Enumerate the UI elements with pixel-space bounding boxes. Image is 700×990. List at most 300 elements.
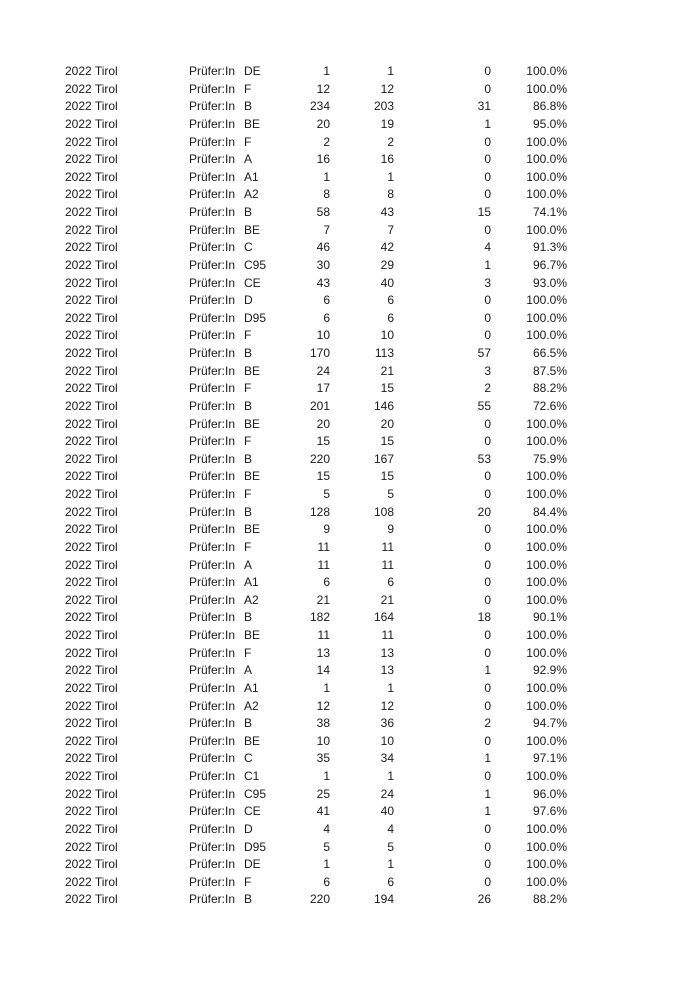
cell-license-class: F — [244, 328, 252, 343]
cell-failed: 15 — [477, 205, 491, 219]
cell-pass-rate: 88.2% — [532, 381, 567, 396]
table-row — [0, 416, 700, 434]
cell-failed: 0 — [484, 857, 491, 872]
cell-total: 41 — [316, 804, 330, 819]
cell-pass-rate: 100.0% — [526, 592, 567, 607]
cell-year-region: 2022 Tirol — [65, 804, 118, 819]
cell-license-class: F — [244, 81, 252, 96]
cell-license-class: BE — [244, 416, 261, 431]
cell-passed: 10 — [380, 328, 394, 343]
cell-license-class: B — [244, 205, 253, 219]
table-row — [0, 821, 700, 839]
cell-year-region: 2022 Tirol — [65, 293, 118, 308]
cell-pass-rate: 100.0% — [526, 134, 567, 149]
cell-year-region: 2022 Tirol — [65, 487, 118, 501]
cell-total: 25 — [316, 786, 330, 801]
cell-examiner: Prüfer:In — [189, 698, 236, 713]
cell-license-class: BE — [244, 522, 261, 537]
cell-passed: 1 — [387, 857, 394, 872]
cell-license-class: F — [244, 381, 252, 396]
cell-failed: 1 — [484, 804, 491, 819]
cell-total: 35 — [316, 751, 330, 766]
table-row — [0, 204, 700, 222]
cell-year-region: 2022 Tirol — [65, 769, 118, 783]
cell-examiner: Prüfer:In — [189, 99, 236, 114]
cell-failed: 53 — [477, 451, 491, 466]
cell-failed: 3 — [484, 363, 491, 378]
table-row — [0, 116, 700, 134]
cell-examiner: Prüfer:In — [189, 487, 236, 501]
cell-failed: 0 — [484, 522, 491, 537]
cell-examiner: Prüfer:In — [189, 275, 236, 290]
cell-examiner: Prüfer:In — [189, 222, 236, 237]
cell-failed: 0 — [484, 64, 491, 78]
cell-passed: 1 — [387, 169, 394, 184]
cell-failed: 3 — [484, 275, 491, 290]
table-row — [0, 698, 700, 716]
table-row — [0, 169, 700, 187]
table-row — [0, 186, 700, 204]
cell-examiner: Prüfer:In — [189, 786, 236, 801]
table-row — [0, 592, 700, 610]
cell-year-region: 2022 Tirol — [65, 240, 118, 255]
cell-passed: 13 — [380, 663, 394, 678]
table-row — [0, 715, 700, 733]
cell-pass-rate: 100.0% — [526, 522, 567, 537]
cell-failed: 0 — [484, 645, 491, 660]
cell-pass-rate: 100.0% — [526, 293, 567, 308]
cell-year-region: 2022 Tirol — [65, 892, 118, 907]
cell-license-class: C95 — [244, 786, 267, 801]
cell-license-class: A — [244, 557, 253, 572]
cell-passed: 1 — [387, 64, 394, 78]
table-row — [0, 134, 700, 152]
cell-failed: 57 — [477, 346, 491, 360]
table-row — [0, 151, 700, 169]
table-row — [0, 345, 700, 363]
cell-examiner: Prüfer:In — [189, 363, 236, 378]
cell-failed: 2 — [484, 716, 491, 731]
cell-pass-rate: 100.0% — [526, 874, 567, 889]
cell-failed: 0 — [484, 821, 491, 836]
cell-total: 10 — [316, 733, 330, 748]
cell-examiner: Prüfer:In — [189, 522, 236, 537]
table-row — [0, 768, 700, 786]
cell-examiner: Prüfer:In — [189, 310, 236, 325]
cell-license-class: D95 — [244, 310, 267, 325]
cell-passed: 6 — [387, 310, 394, 325]
cell-examiner: Prüfer:In — [189, 398, 236, 413]
cell-year-region: 2022 Tirol — [65, 751, 118, 766]
cell-examiner: Prüfer:In — [189, 716, 236, 731]
cell-passed: 21 — [380, 592, 394, 607]
cell-total: 11 — [317, 628, 330, 642]
cell-year-region: 2022 Tirol — [65, 839, 118, 854]
cell-failed: 0 — [484, 328, 491, 343]
table-row — [0, 750, 700, 768]
cell-failed: 2 — [484, 381, 491, 396]
cell-examiner: Prüfer:In — [189, 64, 236, 78]
cell-license-class: BE — [244, 733, 261, 748]
cell-year-region: 2022 Tirol — [65, 116, 118, 131]
cell-year-region: 2022 Tirol — [65, 434, 118, 449]
table-row — [0, 63, 700, 81]
table-row — [0, 521, 700, 539]
cell-passed: 6 — [387, 293, 394, 308]
cell-pass-rate: 100.0% — [526, 469, 567, 484]
cell-examiner: Prüfer:In — [189, 152, 236, 167]
cell-license-class: F — [244, 539, 252, 554]
cell-license-class: B — [244, 99, 253, 114]
cell-pass-rate: 100.0% — [526, 839, 567, 854]
cell-pass-rate: 100.0% — [526, 857, 567, 872]
cell-license-class: DE — [244, 64, 261, 78]
cell-year-region: 2022 Tirol — [65, 716, 118, 731]
cell-license-class: A2 — [244, 187, 259, 202]
cell-total: 4 — [323, 821, 330, 836]
cell-pass-rate: 95.0% — [532, 116, 567, 131]
cell-total: 24 — [316, 363, 330, 378]
cell-license-class: C — [244, 751, 253, 766]
table-row — [0, 292, 700, 310]
table-row — [0, 574, 700, 592]
cell-license-class: F — [244, 434, 252, 449]
table-row — [0, 98, 700, 116]
cell-passed: 21 — [380, 363, 394, 378]
cell-year-region: 2022 Tirol — [65, 81, 118, 96]
cell-failed: 0 — [484, 539, 491, 554]
cell-examiner: Prüfer:In — [189, 134, 236, 149]
cell-total: 220 — [309, 451, 330, 466]
cell-passed: 164 — [373, 610, 394, 625]
cell-failed: 18 — [477, 610, 491, 625]
cell-examiner: Prüfer:In — [189, 169, 236, 184]
cell-pass-rate: 72.6% — [532, 398, 567, 413]
cell-examiner: Prüfer:In — [189, 116, 236, 131]
cell-examiner: Prüfer:In — [189, 874, 236, 889]
cell-pass-rate: 100.0% — [526, 821, 567, 836]
cell-failed: 0 — [484, 575, 491, 590]
cell-examiner: Prüfer:In — [189, 592, 236, 607]
cell-year-region: 2022 Tirol — [65, 786, 118, 801]
cell-total: 201 — [309, 398, 330, 413]
table-row — [0, 609, 700, 627]
cell-examiner: Prüfer:In — [189, 293, 236, 308]
cell-license-class: D95 — [244, 839, 267, 854]
cell-pass-rate: 100.0% — [526, 434, 567, 449]
cell-examiner: Prüfer:In — [189, 187, 236, 202]
cell-examiner: Prüfer:In — [189, 733, 236, 748]
cell-year-region: 2022 Tirol — [65, 205, 118, 219]
table-row — [0, 539, 700, 557]
cell-pass-rate: 100.0% — [526, 310, 567, 325]
cell-year-region: 2022 Tirol — [65, 663, 118, 678]
cell-total: 12 — [316, 698, 330, 713]
cell-examiner: Prüfer:In — [189, 346, 236, 360]
cell-passed: 2 — [387, 134, 394, 149]
cell-total: 38 — [316, 716, 330, 731]
cell-failed: 0 — [484, 469, 491, 484]
table-row — [0, 468, 700, 486]
cell-failed: 0 — [484, 310, 491, 325]
cell-pass-rate: 100.0% — [526, 733, 567, 748]
cell-examiner: Prüfer:In — [189, 839, 236, 854]
cell-failed: 0 — [484, 628, 491, 642]
cell-passed: 12 — [380, 698, 394, 713]
cell-passed: 36 — [380, 716, 394, 731]
table-row — [0, 81, 700, 99]
cell-pass-rate: 100.0% — [526, 539, 567, 554]
table-row — [0, 363, 700, 381]
cell-pass-rate: 92.9% — [532, 663, 567, 678]
cell-license-class: F — [244, 874, 252, 889]
cell-pass-rate: 100.0% — [526, 416, 567, 431]
cell-total: 46 — [316, 240, 330, 255]
spreadsheet-table — [0, 63, 700, 909]
cell-failed: 0 — [484, 557, 491, 572]
cell-examiner: Prüfer:In — [189, 663, 236, 678]
cell-failed: 0 — [484, 81, 491, 96]
cell-license-class: A — [244, 663, 253, 678]
cell-total: 14 — [316, 663, 330, 678]
cell-license-class: B — [244, 892, 253, 907]
cell-license-class: B — [244, 610, 253, 625]
cell-total: 43 — [316, 275, 330, 290]
cell-examiner: Prüfer:In — [189, 504, 236, 519]
cell-total: 1 — [323, 680, 330, 695]
cell-total: 234 — [309, 99, 330, 114]
cell-license-class: C95 — [244, 257, 267, 272]
cell-year-region: 2022 Tirol — [65, 733, 118, 748]
cell-license-class: B — [244, 716, 253, 731]
table-row — [0, 874, 700, 892]
cell-examiner: Prüfer:In — [189, 610, 236, 625]
cell-passed: 7 — [387, 222, 394, 237]
cell-failed: 0 — [484, 839, 491, 854]
cell-year-region: 2022 Tirol — [65, 134, 118, 149]
cell-total: 6 — [323, 293, 330, 308]
cell-passed: 15 — [380, 434, 394, 449]
cell-year-region: 2022 Tirol — [65, 610, 118, 625]
cell-pass-rate: 100.0% — [526, 222, 567, 237]
cell-failed: 0 — [484, 733, 491, 748]
table-row — [0, 557, 700, 575]
cell-failed: 1 — [484, 751, 491, 766]
cell-examiner: Prüfer:In — [189, 628, 236, 642]
table-row — [0, 451, 700, 469]
cell-year-region: 2022 Tirol — [65, 821, 118, 836]
table-row — [0, 433, 700, 451]
cell-failed: 0 — [484, 134, 491, 149]
cell-total: 5 — [323, 839, 330, 854]
cell-pass-rate: 97.1% — [532, 751, 567, 766]
cell-passed: 10 — [380, 733, 394, 748]
cell-failed: 0 — [484, 152, 491, 167]
cell-license-class: F — [244, 645, 252, 660]
table-row — [0, 680, 700, 698]
cell-failed: 0 — [484, 169, 491, 184]
cell-pass-rate: 100.0% — [526, 187, 567, 202]
cell-passed: 19 — [380, 116, 394, 131]
cell-year-region: 2022 Tirol — [65, 398, 118, 413]
cell-examiner: Prüfer:In — [189, 557, 236, 572]
cell-total: 5 — [323, 487, 330, 501]
cell-license-class: D — [244, 821, 253, 836]
cell-license-class: D — [244, 293, 253, 308]
cell-examiner: Prüfer:In — [189, 451, 236, 466]
cell-total: 13 — [316, 645, 330, 660]
table-row — [0, 275, 700, 293]
cell-examiner: Prüfer:In — [189, 804, 236, 819]
cell-year-region: 2022 Tirol — [65, 64, 118, 78]
table-row — [0, 662, 700, 680]
table-row — [0, 486, 700, 504]
cell-passed: 1 — [387, 769, 394, 783]
cell-passed: 13 — [380, 645, 394, 660]
cell-failed: 1 — [484, 257, 491, 272]
cell-failed: 0 — [484, 698, 491, 713]
cell-pass-rate: 100.0% — [526, 81, 567, 96]
table-row — [0, 839, 700, 857]
cell-year-region: 2022 Tirol — [65, 698, 118, 713]
table-row — [0, 645, 700, 663]
cell-year-region: 2022 Tirol — [65, 592, 118, 607]
table-row — [0, 257, 700, 275]
cell-passed: 108 — [373, 504, 394, 519]
cell-pass-rate: 94.7% — [532, 716, 567, 731]
cell-pass-rate: 100.0% — [526, 557, 567, 572]
cell-failed: 0 — [484, 293, 491, 308]
cell-examiner: Prüfer:In — [189, 416, 236, 431]
cell-pass-rate: 87.5% — [532, 363, 567, 378]
cell-year-region: 2022 Tirol — [65, 416, 118, 431]
cell-license-class: A1 — [244, 575, 259, 590]
cell-pass-rate: 100.0% — [526, 328, 567, 343]
cell-total: 2 — [323, 134, 330, 149]
cell-failed: 0 — [484, 434, 491, 449]
cell-year-region: 2022 Tirol — [65, 874, 118, 889]
cell-pass-rate: 100.0% — [526, 152, 567, 167]
cell-license-class: DE — [244, 857, 261, 872]
cell-total: 20 — [316, 416, 330, 431]
cell-examiner: Prüfer:In — [189, 205, 236, 219]
cell-failed: 0 — [484, 187, 491, 202]
cell-pass-rate: 66.5% — [532, 346, 567, 360]
table-row — [0, 786, 700, 804]
cell-year-region: 2022 Tirol — [65, 381, 118, 396]
cell-license-class: F — [244, 487, 252, 501]
cell-examiner: Prüfer:In — [189, 328, 236, 343]
cell-passed: 146 — [373, 398, 394, 413]
table-row — [0, 222, 700, 240]
cell-year-region: 2022 Tirol — [65, 504, 118, 519]
cell-total: 1 — [323, 64, 330, 78]
cell-pass-rate: 84.4% — [532, 504, 567, 519]
cell-license-class: A2 — [244, 698, 259, 713]
cell-pass-rate: 100.0% — [526, 575, 567, 590]
cell-failed: 31 — [477, 99, 491, 114]
cell-passed: 167 — [373, 451, 394, 466]
cell-year-region: 2022 Tirol — [65, 451, 118, 466]
cell-pass-rate: 100.0% — [526, 698, 567, 713]
cell-pass-rate: 86.8% — [532, 99, 567, 114]
cell-total: 17 — [316, 381, 330, 396]
cell-year-region: 2022 Tirol — [65, 328, 118, 343]
cell-failed: 0 — [484, 592, 491, 607]
cell-year-region: 2022 Tirol — [65, 275, 118, 290]
cell-passed: 9 — [387, 522, 394, 537]
cell-pass-rate: 100.0% — [526, 628, 567, 642]
cell-passed: 113 — [374, 346, 394, 360]
cell-total: 11 — [317, 539, 330, 554]
cell-failed: 26 — [477, 892, 491, 907]
cell-year-region: 2022 Tirol — [65, 346, 118, 360]
cell-failed: 1 — [484, 786, 491, 801]
table-row — [0, 627, 700, 645]
cell-examiner: Prüfer:In — [189, 575, 236, 590]
cell-license-class: B — [244, 398, 253, 413]
cell-passed: 42 — [380, 240, 394, 255]
cell-failed: 0 — [484, 222, 491, 237]
cell-total: 11 — [317, 557, 330, 572]
cell-failed: 0 — [484, 874, 491, 889]
cell-total: 21 — [316, 592, 330, 607]
cell-failed: 4 — [484, 240, 491, 255]
cell-total: 170 — [309, 346, 330, 360]
cell-total: 10 — [316, 328, 330, 343]
cell-year-region: 2022 Tirol — [65, 557, 118, 572]
cell-license-class: BE — [244, 222, 261, 237]
cell-pass-rate: 74.1% — [532, 205, 567, 219]
cell-examiner: Prüfer:In — [189, 81, 236, 96]
cell-passed: 15 — [380, 381, 394, 396]
cell-total: 20 — [316, 116, 330, 131]
cell-passed: 11 — [381, 539, 394, 554]
cell-failed: 0 — [484, 487, 491, 501]
cell-pass-rate: 100.0% — [526, 169, 567, 184]
cell-license-class: A2 — [244, 592, 259, 607]
cell-passed: 24 — [380, 786, 394, 801]
table-row — [0, 891, 700, 909]
cell-passed: 15 — [380, 469, 394, 484]
cell-passed: 1 — [387, 680, 394, 695]
cell-license-class: B — [244, 504, 253, 519]
cell-passed: 12 — [380, 81, 394, 96]
cell-license-class: C1 — [244, 769, 260, 783]
cell-pass-rate: 90.1% — [532, 610, 567, 625]
table-row — [0, 398, 700, 416]
cell-examiner: Prüfer:In — [189, 680, 236, 695]
cell-passed: 203 — [373, 99, 394, 114]
cell-year-region: 2022 Tirol — [65, 539, 118, 554]
cell-passed: 40 — [380, 804, 394, 819]
cell-failed: 0 — [484, 416, 491, 431]
cell-pass-rate: 96.7% — [532, 257, 567, 272]
cell-total: 16 — [316, 152, 330, 167]
cell-year-region: 2022 Tirol — [65, 152, 118, 167]
cell-license-class: BE — [244, 628, 261, 642]
cell-total: 128 — [309, 504, 330, 519]
table-row — [0, 803, 700, 821]
cell-passed: 6 — [387, 575, 394, 590]
cell-total: 9 — [323, 522, 330, 537]
cell-total: 15 — [316, 434, 330, 449]
cell-year-region: 2022 Tirol — [65, 99, 118, 114]
cell-pass-rate: 93.0% — [532, 275, 567, 290]
cell-total: 7 — [323, 222, 330, 237]
cell-year-region: 2022 Tirol — [65, 522, 118, 537]
cell-failed: 20 — [477, 504, 491, 519]
